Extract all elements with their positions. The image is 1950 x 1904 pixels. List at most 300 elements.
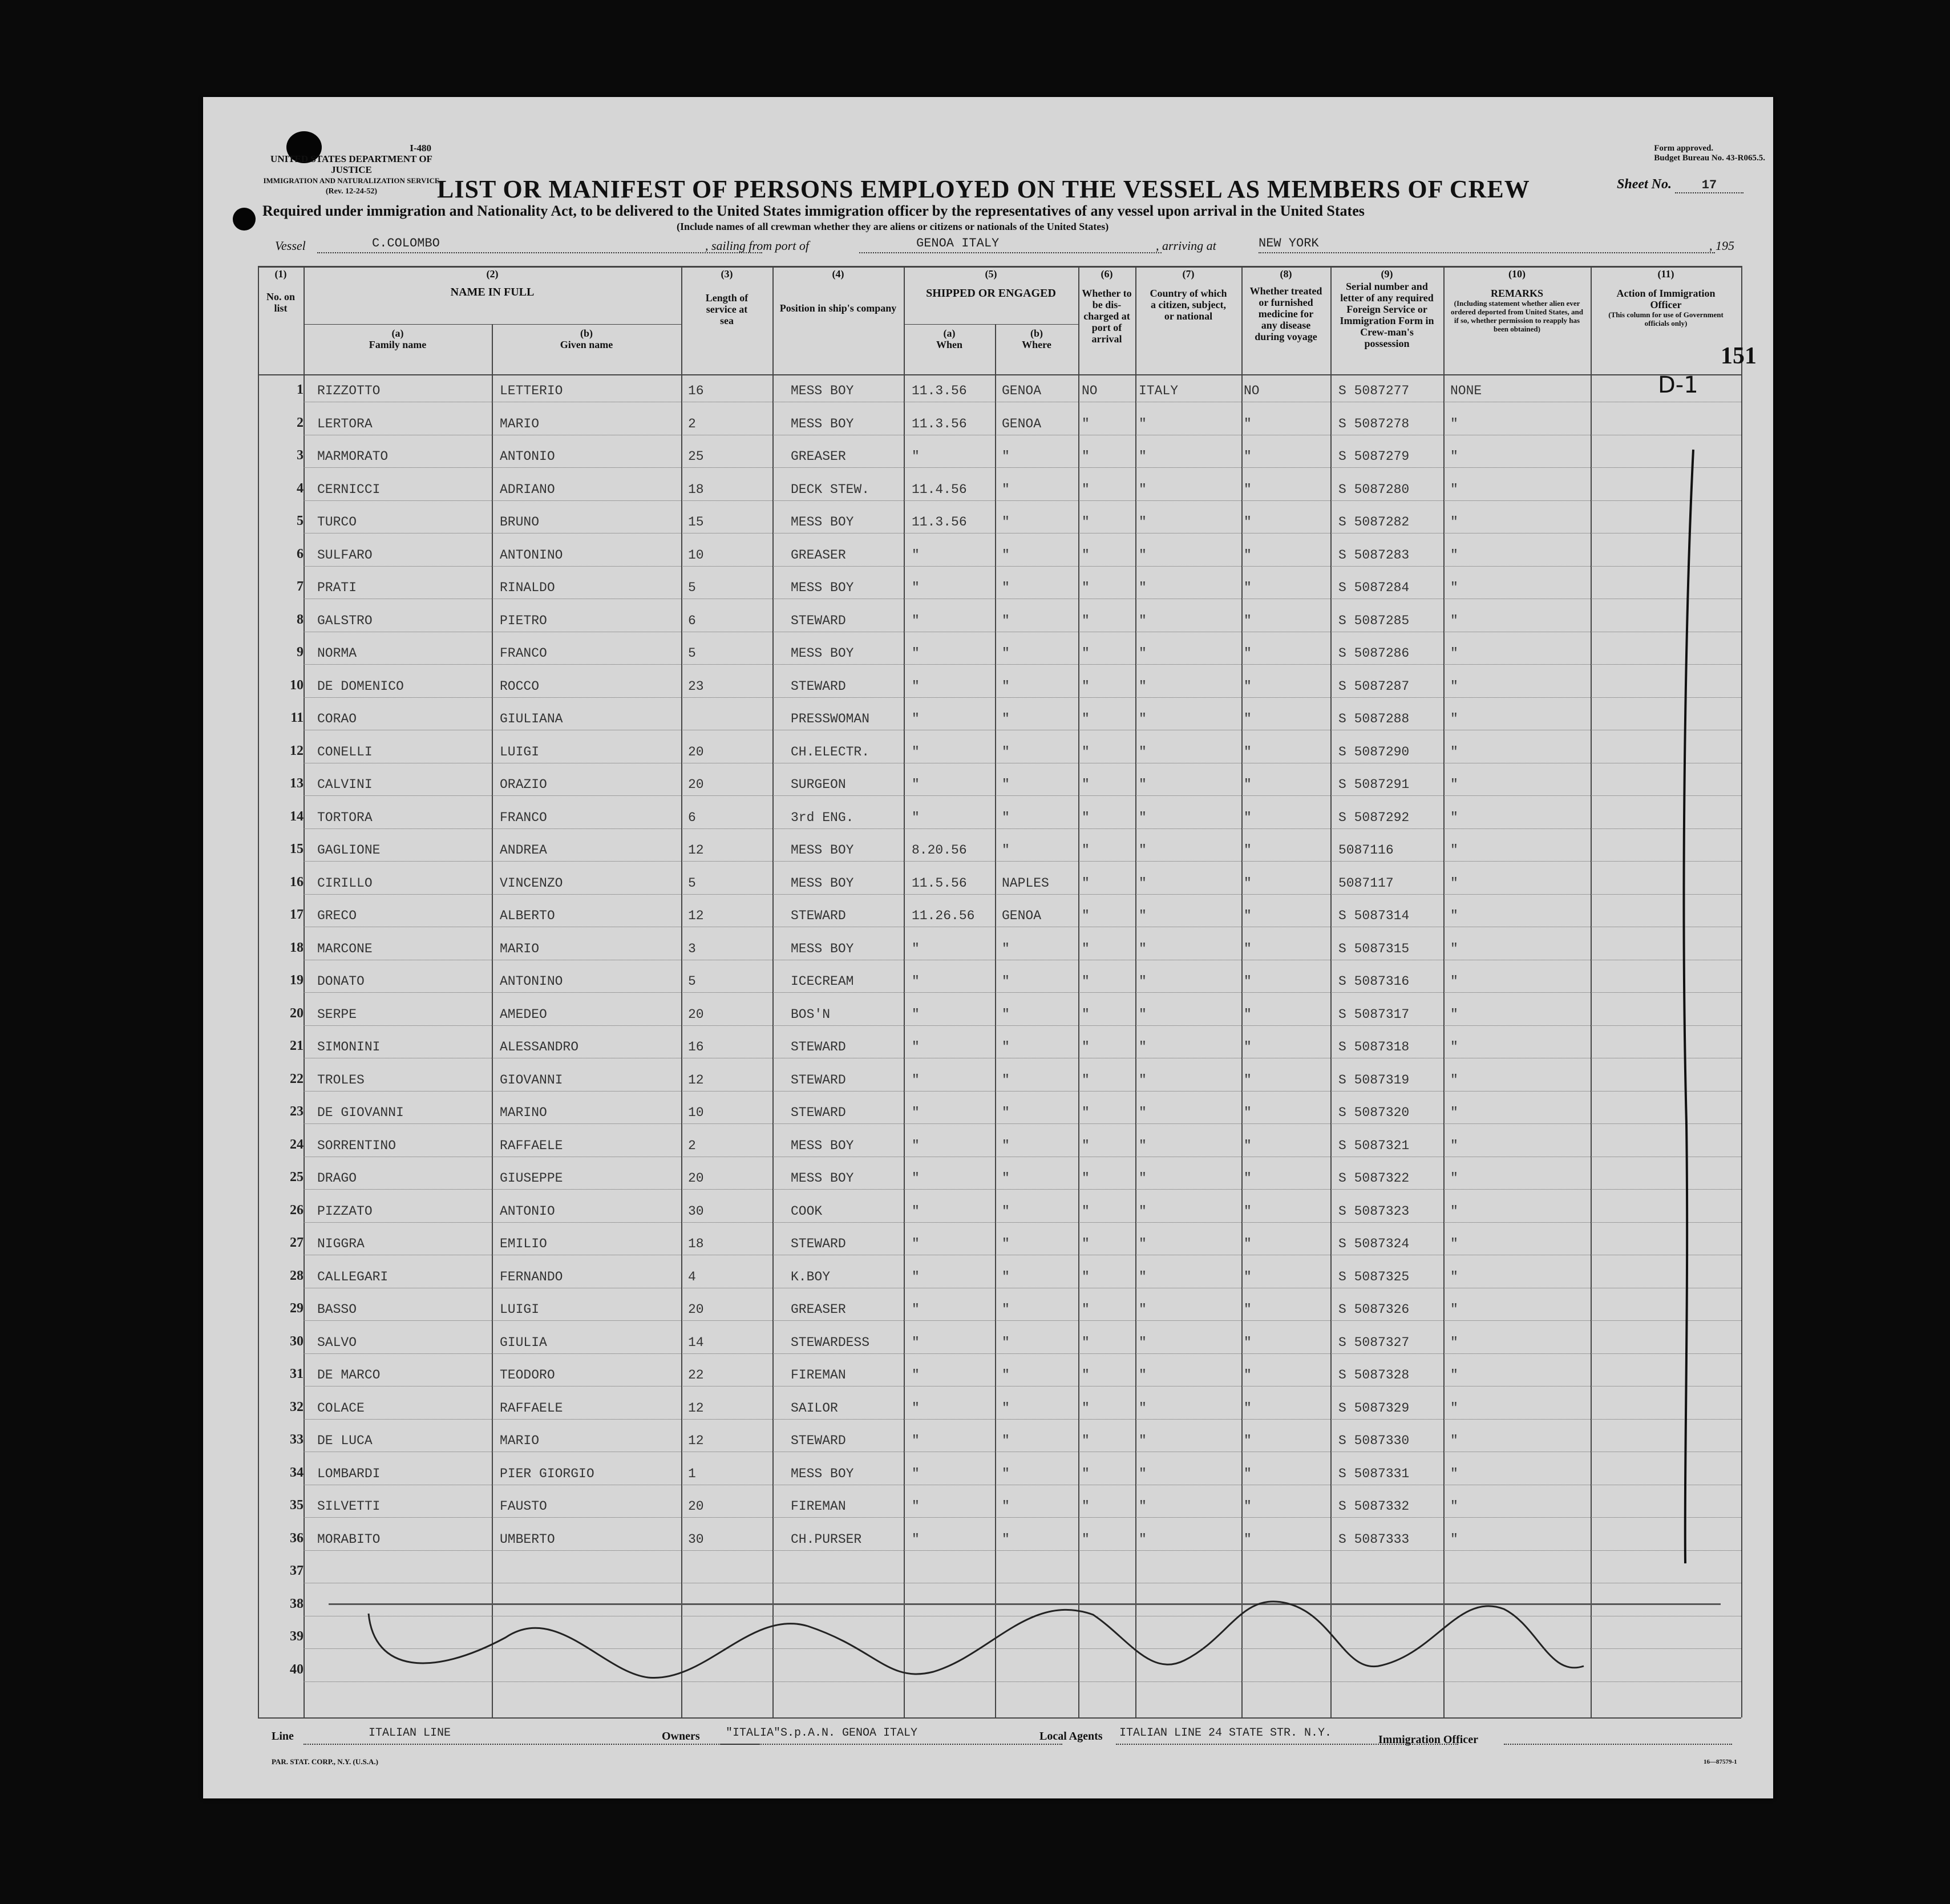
cell-discharged: "	[1082, 941, 1090, 956]
cell-where: "	[1002, 974, 1010, 989]
cell-serial: 5087117	[1338, 875, 1394, 891]
cell-given: VINCENZO	[500, 875, 563, 891]
cell-position: MESS BOY	[791, 383, 854, 398]
cell-treated: "	[1244, 449, 1252, 464]
cell-no: 21	[290, 1038, 304, 1053]
cell-length: 15	[688, 515, 704, 529]
cell-no: 26	[290, 1202, 304, 1218]
arriving-value: NEW YORK	[1259, 236, 1319, 250]
cell-serial: S 5087278	[1338, 416, 1410, 431]
cell-no: 24	[290, 1137, 304, 1152]
cell-remarks: "	[1450, 678, 1458, 694]
cell-position: STEWARD	[791, 1236, 846, 1251]
cell-country: "	[1139, 941, 1147, 956]
cell-no: 19	[290, 973, 304, 988]
cell-position: CH.ELECTR.	[791, 744, 870, 759]
cell-no: 33	[290, 1432, 304, 1447]
cell-serial: S 5087319	[1338, 1072, 1410, 1088]
cell-discharged: "	[1082, 1368, 1090, 1382]
cell-position: GREASER	[791, 547, 846, 563]
cell-treated: "	[1244, 1236, 1252, 1251]
cell-position: MESS BOY	[791, 843, 854, 858]
cell-country: "	[1139, 1040, 1147, 1054]
cell-country: "	[1139, 1006, 1147, 1022]
cell-length: 16	[688, 383, 704, 398]
cell-discharged: "	[1082, 1040, 1090, 1054]
cell-given: ADRIANO	[500, 482, 555, 497]
cell-where: GENOA	[1002, 383, 1042, 398]
cell-treated: "	[1244, 1433, 1252, 1448]
cell-family: SIMONINI	[317, 1040, 381, 1054]
cell-given: ALESSANDRO	[500, 1040, 579, 1054]
col-action-note: (This column for use of Government officials only)	[1608, 310, 1724, 328]
cell-serial: S 5087316	[1338, 974, 1410, 989]
service-name: IMMIGRATION AND NATURALIZATION SERVICE	[263, 176, 440, 185]
cell-family: MARMORATO	[317, 449, 389, 464]
cell-when: "	[912, 1433, 920, 1448]
cell-length: 12	[688, 1072, 704, 1088]
cell-serial: S 5087324	[1338, 1236, 1410, 1251]
manifest-page	[203, 97, 1773, 1798]
cell-where: "	[1002, 1171, 1010, 1186]
cell-length: 25	[688, 449, 704, 464]
cell-where: "	[1002, 1105, 1010, 1120]
cell-no: 17	[290, 907, 304, 922]
col-family-number: (a)	[391, 328, 404, 339]
form-number: I-480	[410, 143, 431, 153]
cell-remarks: "	[1450, 580, 1458, 595]
cell-no: 30	[290, 1333, 304, 1349]
cell-family: SALVO	[317, 1335, 357, 1350]
cell-when: "	[912, 580, 920, 595]
cell-remarks: "	[1450, 1335, 1458, 1350]
cell-family: TURCO	[317, 515, 357, 529]
cell-family: GALSTRO	[317, 613, 373, 628]
cell-no: 8	[297, 612, 304, 627]
cell-where: "	[1002, 1368, 1010, 1382]
year-label: , 195	[1709, 238, 1734, 253]
cell-when: "	[912, 712, 920, 726]
cell-discharged: "	[1082, 1203, 1090, 1219]
cell-when: "	[912, 547, 920, 563]
cell-remarks: "	[1450, 777, 1458, 792]
cell-when: "	[912, 941, 920, 956]
cell-remarks: "	[1450, 449, 1458, 464]
cell-position: MESS BOY	[791, 875, 854, 891]
cell-country: "	[1139, 613, 1147, 628]
cell-given: RINALDO	[500, 580, 555, 595]
cell-remarks: "	[1450, 744, 1458, 759]
cell-no: 27	[290, 1235, 304, 1250]
cell-no: 16	[290, 874, 304, 890]
cell-position: SURGEON	[791, 777, 846, 792]
cell-discharged: "	[1082, 1171, 1090, 1186]
cell-country: "	[1139, 678, 1147, 694]
cell-treated: "	[1244, 482, 1252, 497]
cell-no: 25	[290, 1170, 304, 1185]
cell-remarks: "	[1450, 810, 1458, 825]
cell-when: "	[912, 810, 920, 825]
cell-discharged: "	[1082, 547, 1090, 563]
cell-remarks: "	[1450, 843, 1458, 858]
cell-remarks: "	[1450, 941, 1458, 956]
cell-position: FIREMAN	[791, 1368, 846, 1382]
cell-country: "	[1139, 1105, 1147, 1120]
cell-given: TEODORO	[500, 1368, 555, 1382]
cell-when: "	[912, 1040, 920, 1054]
cell-serial: S 5087323	[1338, 1203, 1410, 1219]
cell-remarks: "	[1450, 547, 1458, 563]
cell-where: "	[1002, 547, 1010, 563]
cell-given: UMBERTO	[500, 1531, 555, 1547]
cell-treated: "	[1244, 1466, 1252, 1481]
cell-no: 3	[297, 448, 304, 463]
cell-family: SERPE	[317, 1006, 357, 1022]
cell-length: 18	[688, 1236, 704, 1251]
cell-position: GREASER	[791, 1302, 846, 1317]
cell-treated: "	[1244, 941, 1252, 956]
cell-when: "	[912, 1302, 920, 1317]
page-title: LIST OR MANIFEST OF PERSONS EMPLOYED ON THE VESSEL AS MEMBERS OF CREW	[437, 175, 1530, 203]
cell-position: MESS BOY	[791, 1466, 854, 1481]
cell-length: 2	[688, 1138, 696, 1153]
cell-remarks: "	[1450, 1171, 1458, 1186]
cell-when: 11.5.56	[912, 875, 967, 891]
cell-family: DE MARCO	[317, 1368, 381, 1382]
cell-no: 15	[290, 842, 304, 856]
cell-treated: "	[1244, 744, 1252, 759]
cell-position: STEWARD	[791, 1433, 846, 1448]
cell-length: 12	[688, 908, 704, 923]
cell-country: "	[1139, 1368, 1147, 1382]
cell-family: CERNICCI	[317, 482, 381, 497]
cell-serial: S 5087283	[1338, 547, 1410, 563]
cell-given: ANTONINO	[500, 974, 563, 989]
col-length-number: (3)	[721, 268, 733, 280]
cell-given: RAFFAELE	[500, 1138, 563, 1153]
cell-when: "	[912, 744, 920, 759]
col-where-number: (b)	[1030, 328, 1043, 339]
cell-family: DE LUCA	[317, 1433, 373, 1448]
col-serial-label: Serial number and letter of any required Foreign Service or Immigration Form in Crew-man's possession	[1340, 281, 1434, 349]
officer-underline	[1504, 1744, 1732, 1745]
cell-given: MARINO	[500, 1105, 547, 1120]
cell-family: MARCONE	[317, 941, 373, 956]
cell-when: 11.4.56	[912, 482, 967, 497]
cell-no: 7	[297, 579, 304, 594]
cell-country: "	[1139, 843, 1147, 858]
budget-bureau-text: Budget Bureau No. 43-R065.5.	[1654, 153, 1765, 163]
cell-length: 16	[688, 1040, 704, 1054]
cell-when: "	[912, 1006, 920, 1022]
subtitle-note: (Include names of all crewman whether they are aliens or citizens or nationals of the United States)	[677, 221, 1109, 232]
cell-discharged: "	[1082, 974, 1090, 989]
cell-where: "	[1002, 810, 1010, 825]
cell-discharged: "	[1082, 1531, 1090, 1547]
cell-given: MARIO	[500, 416, 540, 431]
cell-remarks: "	[1450, 1236, 1458, 1251]
cell-no: 28	[290, 1268, 304, 1283]
cell-given: ANTONIO	[500, 1203, 555, 1219]
cell-serial: S 5087326	[1338, 1302, 1410, 1317]
cell-serial: S 5087332	[1338, 1499, 1410, 1514]
cancellation-squiggle	[203, 97, 1773, 1798]
cell-serial: S 5087282	[1338, 515, 1410, 529]
cell-given: GIUSEPPE	[500, 1171, 563, 1186]
cell-when: "	[912, 613, 920, 628]
cell-country: "	[1139, 1400, 1147, 1416]
cell-serial: S 5087320	[1338, 1105, 1410, 1120]
line-underline	[304, 1744, 760, 1745]
cell-remarks: "	[1450, 1368, 1458, 1382]
cell-family: CALVINI	[317, 777, 373, 792]
cell-discharged: "	[1082, 1433, 1090, 1448]
cell-remarks: "	[1450, 1400, 1458, 1416]
cell-length: 20	[688, 744, 704, 759]
cell-where: "	[1002, 1302, 1010, 1317]
cell-when: "	[912, 1499, 920, 1514]
cell-discharged: "	[1082, 416, 1090, 431]
cell-discharged: "	[1082, 613, 1090, 628]
cell-family: BASSO	[317, 1302, 357, 1317]
cell-position: MESS BOY	[791, 416, 854, 431]
cell-when: "	[912, 678, 920, 694]
cell-treated: "	[1244, 1531, 1252, 1547]
cell-treated: NO	[1244, 383, 1260, 398]
cell-serial: S 5087288	[1338, 712, 1410, 726]
cell-length: 20	[688, 1302, 704, 1317]
cell-where: "	[1002, 1040, 1010, 1054]
col-remarks-number: (10)	[1508, 268, 1526, 280]
cell-where: "	[1002, 646, 1010, 661]
col-name-number: (2)	[486, 268, 499, 280]
cell-position: STEWARD	[791, 1105, 846, 1120]
cell-length: 10	[688, 547, 704, 563]
cell-country: "	[1139, 1171, 1147, 1186]
cell-when: 8.20.56	[912, 843, 967, 858]
cell-given: ORAZIO	[500, 777, 547, 792]
owners-label: Owners	[662, 1730, 700, 1743]
cell-position: STEWARD	[791, 613, 846, 628]
col-discharged-number: (6)	[1101, 268, 1113, 280]
cell-country: "	[1139, 908, 1147, 923]
cell-position: STEWARD	[791, 1040, 846, 1054]
cell-no: 18	[290, 940, 304, 955]
col-treated-number: (8)	[1280, 268, 1292, 280]
vessel-label: Vessel	[275, 238, 306, 253]
cell-given: ROCCO	[500, 678, 540, 694]
owners-value: "ITALIA"S.p.A.N. GENOA ITALY	[726, 1727, 918, 1740]
cell-remarks: NONE	[1450, 383, 1482, 398]
cell-remarks: "	[1450, 1203, 1458, 1219]
cell-treated: "	[1244, 1269, 1252, 1284]
cell-country: "	[1139, 580, 1147, 595]
cell-no: 14	[290, 809, 304, 824]
cell-treated: "	[1244, 1040, 1252, 1054]
cell-no: 9	[297, 645, 304, 660]
cell-country: "	[1139, 1072, 1147, 1088]
cell-family: SORRENTINO	[317, 1138, 397, 1153]
col-family-label: Family name	[369, 339, 427, 350]
cell-country: "	[1139, 646, 1147, 661]
cell-no: 40	[290, 1662, 304, 1677]
col-position-label: Position in ship's company	[779, 302, 897, 314]
cell-where: "	[1002, 744, 1010, 759]
cell-no: 12	[290, 743, 304, 758]
cell-no: 31	[290, 1367, 304, 1381]
cell-when: "	[912, 1466, 920, 1481]
cell-position: MESS BOY	[791, 646, 854, 661]
cell-position: MESS BOY	[791, 515, 854, 529]
cell-treated: "	[1244, 1006, 1252, 1022]
cell-remarks: "	[1450, 1138, 1458, 1153]
cell-country: "	[1139, 810, 1147, 825]
cell-given: PIER GIORGIO	[500, 1466, 594, 1481]
printer-note: PAR. STAT. CORP., N.Y. (U.S.A.)	[272, 1757, 378, 1766]
cell-country: "	[1139, 1466, 1147, 1481]
cell-country: "	[1139, 1499, 1147, 1514]
cell-length: 5	[688, 974, 696, 989]
cell-where: "	[1002, 580, 1010, 595]
cell-serial: S 5087327	[1338, 1335, 1410, 1350]
cell-serial: S 5087329	[1338, 1400, 1410, 1416]
col-name-label: NAME IN FULL	[450, 286, 535, 298]
cell-given: GIOVANNI	[500, 1072, 563, 1088]
cell-when: 11.26.56	[912, 908, 975, 923]
cell-serial: S 5087318	[1338, 1040, 1410, 1054]
vessel-name: C.COLOMBO	[372, 236, 440, 250]
cell-when: "	[912, 1203, 920, 1219]
cell-discharged: "	[1082, 843, 1090, 858]
cell-country: "	[1139, 1433, 1147, 1448]
cell-when: "	[912, 1368, 920, 1382]
cell-where: GENOA	[1002, 416, 1042, 431]
cell-country: "	[1139, 1138, 1147, 1153]
cell-given: BRUNO	[500, 515, 540, 529]
cell-length: 14	[688, 1335, 704, 1350]
page-stamp-number: 151	[1721, 343, 1757, 369]
cell-serial: S 5087285	[1338, 613, 1410, 628]
cell-when: "	[912, 777, 920, 792]
cell-when: 11.3.56	[912, 383, 967, 398]
cell-position: CH.PURSER	[791, 1531, 862, 1547]
cell-treated: "	[1244, 613, 1252, 628]
cell-discharged: "	[1082, 515, 1090, 529]
cell-position: K.BOY	[791, 1269, 831, 1284]
cell-discharged: "	[1082, 908, 1090, 923]
cell-remarks: "	[1450, 515, 1458, 529]
cell-country: "	[1139, 547, 1147, 563]
cell-length: 5	[688, 580, 696, 595]
cell-when: "	[912, 974, 920, 989]
cell-where: "	[1002, 1203, 1010, 1219]
cell-serial: S 5087331	[1338, 1466, 1410, 1481]
cell-country: "	[1139, 1531, 1147, 1547]
cell-no: 5	[297, 514, 304, 528]
cell-no: 23	[290, 1104, 304, 1119]
cell-family: PIZZATO	[317, 1203, 373, 1219]
cell-no: 6	[297, 546, 304, 561]
col-given-label: Given name	[560, 339, 613, 350]
cell-serial: S 5087321	[1338, 1138, 1410, 1153]
sailing-label: , sailing from port of	[705, 238, 809, 253]
cell-given: GIULIA	[500, 1335, 547, 1350]
cell-where: "	[1002, 843, 1010, 858]
cell-country: "	[1139, 1203, 1147, 1219]
cell-no: 34	[290, 1465, 304, 1480]
cell-action: D-1	[1658, 372, 1698, 398]
cell-treated: "	[1244, 1400, 1252, 1416]
cell-where: "	[1002, 1072, 1010, 1088]
cell-country: ITALY	[1139, 383, 1179, 398]
cell-treated: "	[1244, 646, 1252, 661]
port-value: GENOA ITALY	[916, 236, 1000, 250]
cell-discharged: "	[1082, 678, 1090, 694]
cell-given: EMILIO	[500, 1236, 547, 1251]
cell-no: 35	[290, 1498, 304, 1513]
cell-discharged: "	[1082, 1006, 1090, 1022]
cell-position: STEWARD	[791, 678, 846, 694]
cell-given: LUIGI	[500, 1302, 540, 1317]
cell-when: "	[912, 1105, 920, 1120]
cell-length: 1	[688, 1466, 696, 1481]
cell-no: 10	[290, 677, 304, 693]
cell-discharged: "	[1082, 580, 1090, 595]
col-given-number: (b)	[580, 328, 593, 339]
line-value: ITALIAN LINE	[369, 1727, 451, 1740]
cell-discharged: "	[1082, 744, 1090, 759]
cell-country: "	[1139, 1236, 1147, 1251]
cell-treated: "	[1244, 712, 1252, 726]
cell-treated: "	[1244, 1335, 1252, 1350]
cell-remarks: "	[1450, 1466, 1458, 1481]
cell-family: NIGGRA	[317, 1236, 365, 1251]
cell-family: SILVETTI	[317, 1499, 381, 1514]
cell-no: 36	[290, 1530, 304, 1546]
cell-treated: "	[1244, 1302, 1252, 1317]
cell-remarks: "	[1450, 1433, 1458, 1448]
line-label: Line	[272, 1730, 294, 1743]
cell-position: DECK STEW.	[791, 482, 870, 497]
cell-treated: "	[1244, 580, 1252, 595]
col-action-number: (11)	[1657, 268, 1674, 280]
col-serial-number: (9)	[1381, 268, 1393, 280]
cell-treated: "	[1244, 1171, 1252, 1186]
col-country-label: Country of which a citizen, subject, or national	[1150, 288, 1227, 322]
cell-serial: S 5087290	[1338, 744, 1410, 759]
cell-where: GENOA	[1002, 908, 1042, 923]
cell-country: "	[1139, 1269, 1147, 1284]
cell-remarks: "	[1450, 1269, 1458, 1284]
cell-remarks: "	[1450, 1105, 1458, 1120]
col-shipped-label: SHIPPED OR ENGAGED	[926, 287, 1056, 300]
form-approved-text: Form approved.	[1654, 144, 1714, 153]
cell-given: GIULIANA	[500, 712, 563, 726]
cell-where: "	[1002, 712, 1010, 726]
cell-where: "	[1002, 613, 1010, 628]
cell-given: FAUSTO	[500, 1499, 547, 1514]
cell-remarks: "	[1450, 712, 1458, 726]
cell-remarks: "	[1450, 416, 1458, 431]
cell-serial: S 5087287	[1338, 678, 1410, 694]
cell-where: NAPLES	[1002, 875, 1049, 891]
cell-country: "	[1139, 777, 1147, 792]
col-where-label: Where	[1022, 339, 1051, 350]
cell-given: ANTONINO	[500, 547, 563, 563]
cell-discharged: "	[1082, 1105, 1090, 1120]
cell-given: ALBERTO	[500, 908, 555, 923]
cell-no: 4	[297, 480, 304, 496]
